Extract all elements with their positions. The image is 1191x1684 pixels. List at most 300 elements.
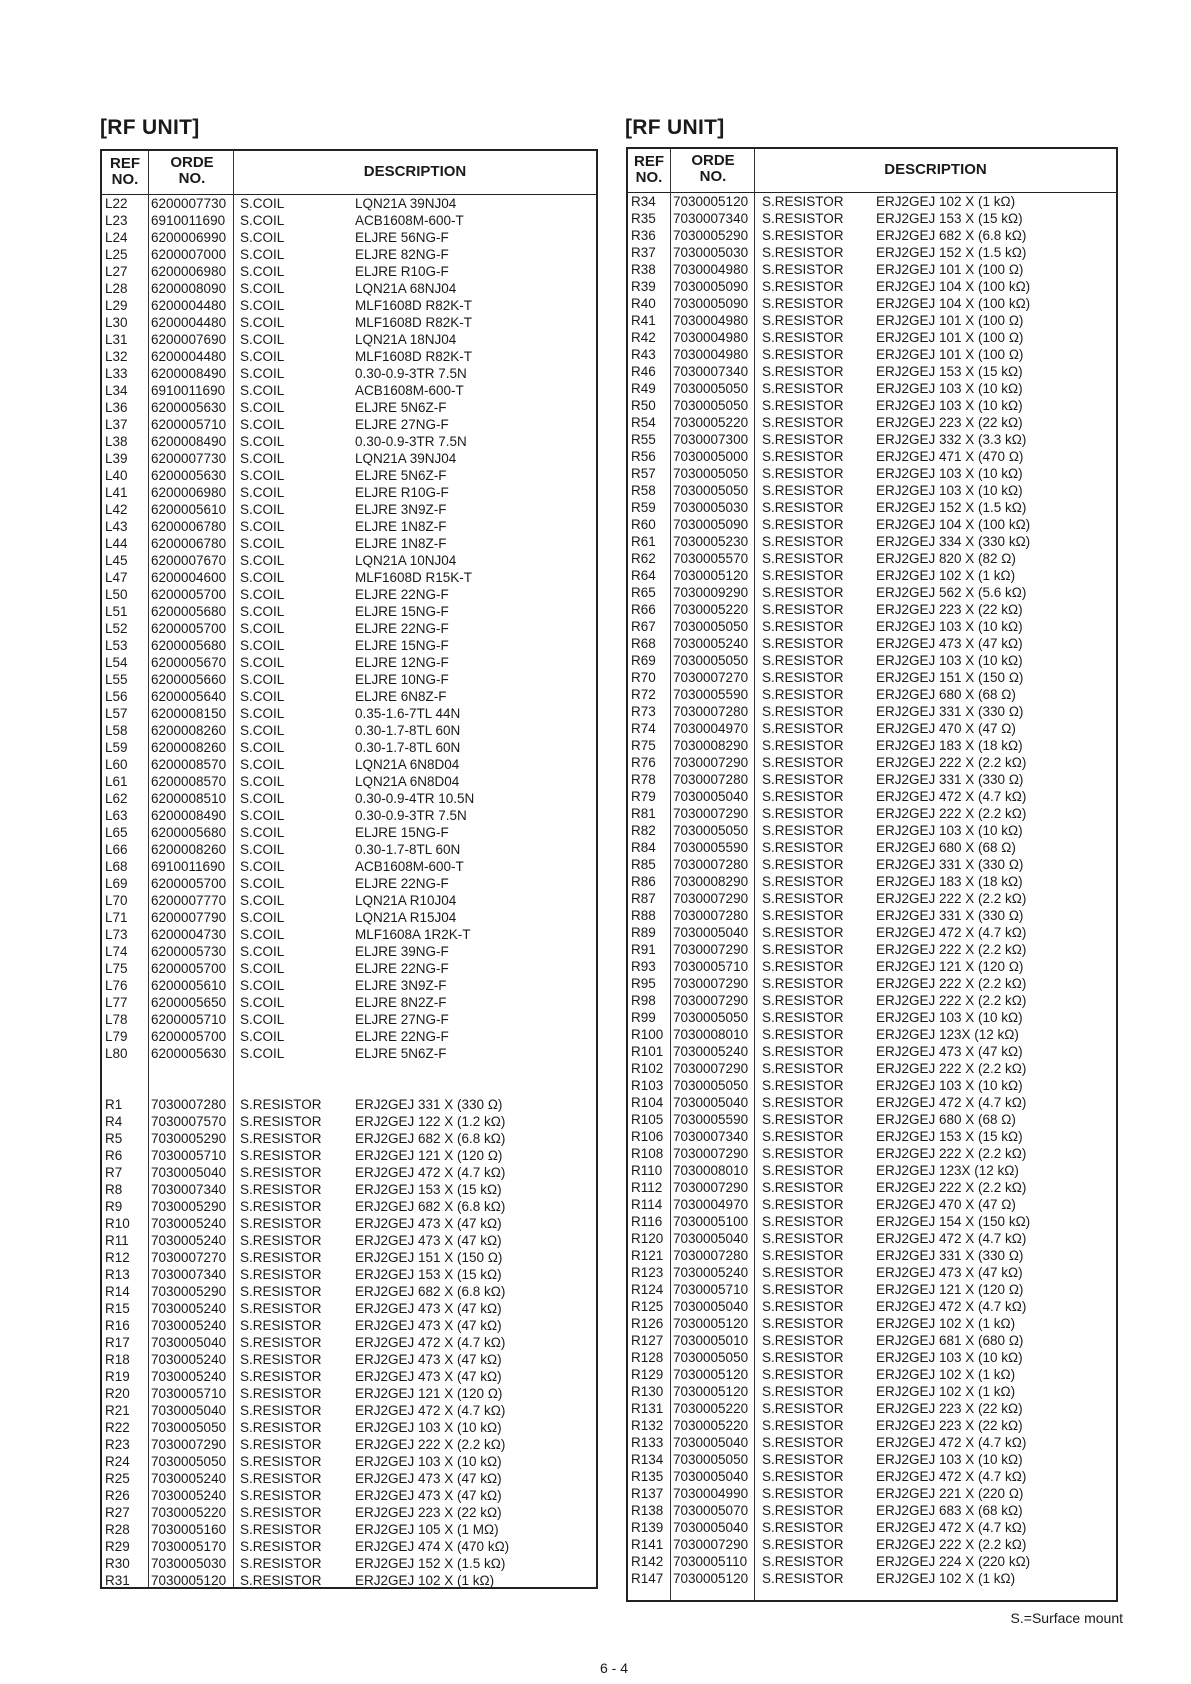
part-type: S.RESISTOR	[762, 1520, 844, 1535]
table-row	[102, 1402, 596, 1419]
part-type: S.RESISTOR	[762, 1367, 844, 1382]
ref-no: R132	[631, 1418, 664, 1433]
part-type: S.RESISTOR	[762, 1554, 844, 1569]
part-spec: LQN21A 39NJ04	[355, 196, 457, 211]
part-spec: ERJ2GEJ 681 X (680 Ω)	[876, 1333, 1024, 1348]
part-type: S.RESISTOR	[762, 347, 844, 362]
part-spec: LQN21A 6N8D04	[355, 757, 460, 772]
order-no: 7030007290	[673, 1061, 749, 1076]
order-no: 6200006990	[151, 230, 227, 245]
ref-no: R19	[105, 1369, 130, 1384]
part-spec: ELJRE 3N9Z-F	[355, 502, 447, 517]
part-spec: ELJRE 22NG-F	[355, 1029, 449, 1044]
table-row	[628, 941, 1116, 958]
order-no: 6200005660	[151, 672, 227, 687]
ref-no: L38	[105, 434, 128, 449]
table-row	[628, 788, 1116, 805]
part-type: S.RESISTOR	[762, 721, 844, 736]
table-row	[102, 280, 596, 297]
order-no: 7030005070	[673, 1503, 749, 1518]
part-spec: ERJ2GEJ 103 X (10 kΩ)	[876, 483, 1023, 498]
order-no: 6200008490	[151, 808, 227, 823]
table-row	[102, 365, 596, 382]
ref-no: R125	[631, 1299, 664, 1314]
order-no: 7030009290	[673, 585, 749, 600]
left-section-title: [RF UNIT]	[100, 116, 200, 139]
ref-no: R104	[631, 1095, 664, 1110]
part-type: S.RESISTOR	[762, 245, 844, 260]
part-spec: ERJ2GEJ 101 X (100 Ω)	[876, 313, 1024, 328]
order-no: 6200008510	[151, 791, 227, 806]
ref-no: R81	[631, 806, 656, 821]
part-spec: ERJ2GEJ 153 X (15 kΩ)	[876, 1129, 1023, 1144]
part-type: S.COIL	[240, 995, 285, 1010]
part-type: S.RESISTOR	[762, 1401, 844, 1416]
order-no: 7030005040	[151, 1335, 227, 1350]
order-no: 6200005700	[151, 621, 227, 636]
table-row	[628, 261, 1116, 278]
part-spec: ELJRE 39NG-F	[355, 944, 449, 959]
ref-no: L52	[105, 621, 128, 636]
part-spec: ERJ2GEJ 121 X (120 Ω)	[355, 1386, 503, 1401]
part-spec: ELJRE 27NG-F	[355, 1012, 449, 1027]
table-row	[102, 1096, 596, 1113]
table-row	[102, 756, 596, 773]
ref-no: L39	[105, 451, 128, 466]
ref-no: R1	[105, 1097, 123, 1112]
part-type: S.RESISTOR	[240, 1301, 322, 1316]
part-type: S.RESISTOR	[762, 483, 844, 498]
part-type: S.COIL	[240, 638, 285, 653]
ref-no: R4	[105, 1114, 123, 1129]
table-row	[102, 807, 596, 824]
part-type: S.RESISTOR	[762, 891, 844, 906]
order-no: 7030005050	[673, 653, 749, 668]
table-row	[628, 618, 1116, 635]
part-type: S.RESISTOR	[762, 1010, 844, 1025]
ref-no: L45	[105, 553, 128, 568]
table-row	[102, 1317, 596, 1334]
part-spec: ERJ2GEJ 152 X (1.5 kΩ)	[876, 245, 1027, 260]
part-type: S.RESISTOR	[762, 449, 844, 464]
order-no: 7030008290	[673, 874, 749, 889]
table-row	[102, 1232, 596, 1249]
order-no: 7030007570	[151, 1114, 227, 1129]
table-row	[102, 739, 596, 756]
order-no: 6200007730	[151, 196, 227, 211]
part-type: S.COIL	[240, 587, 285, 602]
order-no: 7030005120	[673, 568, 749, 583]
part-type: S.COIL	[240, 1046, 285, 1061]
ref-no: R43	[631, 347, 656, 362]
part-spec: ERJ2GEJ 153 X (15 kΩ)	[355, 1182, 502, 1197]
order-no: 7030004970	[673, 1197, 749, 1212]
order-no: 7030004980	[673, 313, 749, 328]
part-type: S.COIL	[240, 264, 285, 279]
part-spec: ERJ2GEJ 222 X (2.2 kΩ)	[355, 1437, 506, 1452]
part-type: S.RESISTOR	[240, 1182, 322, 1197]
part-type: S.RESISTOR	[240, 1114, 322, 1129]
part-spec: ERJ2GEJ 682 X (6.8 kΩ)	[355, 1131, 506, 1146]
ref-no: R58	[631, 483, 656, 498]
part-spec: ELJRE 15NG-F	[355, 825, 449, 840]
ref-no: R6	[105, 1148, 123, 1163]
part-type: S.RESISTOR	[240, 1420, 322, 1435]
part-type: S.RESISTOR	[240, 1522, 322, 1537]
right-section-title: [RF UNIT]	[625, 116, 725, 139]
ref-no: L76	[105, 978, 128, 993]
part-type: S.COIL	[240, 196, 285, 211]
part-type: S.RESISTOR	[240, 1573, 322, 1588]
part-type: S.RESISTOR	[762, 1435, 844, 1450]
order-no: 7030007290	[673, 993, 749, 1008]
part-type: S.RESISTOR	[762, 619, 844, 634]
table-row	[102, 1436, 596, 1453]
order-no: 6200005680	[151, 604, 227, 619]
ref-no: R17	[105, 1335, 130, 1350]
table-row	[628, 1315, 1116, 1332]
part-spec: 0.35-1.6-7TL 44N	[355, 706, 461, 721]
ref-no: R54	[631, 415, 656, 430]
part-spec: ERJ2GEJ 474 X (470 kΩ)	[355, 1539, 510, 1554]
order-no: 6200008090	[151, 281, 227, 296]
part-spec: ERJ2GEJ 122 X (1.2 kΩ)	[355, 1114, 506, 1129]
ref-no: L75	[105, 961, 128, 976]
table-row	[102, 824, 596, 841]
part-spec: LQN21A R15J04	[355, 910, 457, 925]
part-type: S.RESISTOR	[240, 1539, 322, 1554]
part-spec: ERJ2GEJ 472 X (4.7 kΩ)	[876, 789, 1027, 804]
part-type: S.COIL	[240, 230, 285, 245]
order-no: 7030007290	[673, 1146, 749, 1161]
ref-no: L78	[105, 1012, 128, 1027]
part-spec: ACB1608M-600-T	[355, 383, 464, 398]
part-type: S.RESISTOR	[762, 670, 844, 685]
part-type: S.RESISTOR	[762, 1333, 844, 1348]
part-type: S.COIL	[240, 570, 285, 585]
table-row	[102, 569, 596, 586]
ref-no: R74	[631, 721, 656, 736]
order-no: 7030005100	[673, 1214, 749, 1229]
part-spec: ERJ2GEJ 473 X (47 kΩ)	[355, 1488, 502, 1503]
order-no: 7030005290	[673, 228, 749, 243]
order-no: 6200008260	[151, 723, 227, 738]
order-no: 7030005570	[673, 551, 749, 566]
part-spec: ERJ2GEJ 331 X (330 Ω)	[876, 908, 1024, 923]
order-no: 6200004480	[151, 298, 227, 313]
order-no: 6200005680	[151, 638, 227, 653]
ref-no: R103	[631, 1078, 664, 1093]
order-no: 6200005650	[151, 995, 227, 1010]
part-spec: 0.30-1.7-8TL 60N	[355, 842, 461, 857]
order-no: 6200007730	[151, 451, 227, 466]
order-no: 7030005220	[673, 1401, 749, 1416]
table-header	[628, 149, 1116, 193]
order-no: 7030005590	[673, 840, 749, 855]
ref-no: L54	[105, 655, 128, 670]
part-type: S.RESISTOR	[762, 1452, 844, 1467]
ref-no: L37	[105, 417, 128, 432]
part-spec: ERJ2GEJ 473 X (47 kΩ)	[355, 1369, 502, 1384]
ref-no: R112	[631, 1180, 663, 1195]
ref-no: R14	[105, 1284, 130, 1299]
table-row	[628, 754, 1116, 771]
part-type: S.RESISTOR	[762, 1469, 844, 1484]
ref-no: L28	[105, 281, 128, 296]
part-spec: ERJ2GEJ 471 X (470 Ω)	[876, 449, 1024, 464]
order-no: 7030005120	[151, 1573, 227, 1588]
part-type: S.RESISTOR	[762, 330, 844, 345]
part-type: S.RESISTOR	[240, 1216, 322, 1231]
table-row	[628, 1111, 1116, 1128]
part-spec: ERJ2GEJ 331 X (330 Ω)	[876, 1248, 1024, 1263]
order-no: 7030004980	[673, 347, 749, 362]
part-spec: LQN21A R10J04	[355, 893, 457, 908]
order-no: 7030004980	[673, 330, 749, 345]
order-no: 7030005240	[151, 1216, 227, 1231]
table-row	[628, 1502, 1116, 1519]
part-type: S.RESISTOR	[762, 1112, 844, 1127]
part-spec: ERJ2GEJ 680 X (68 Ω)	[876, 840, 1016, 855]
part-spec: LQN21A 18NJ04	[355, 332, 457, 347]
part-spec: ELJRE 8N2Z-F	[355, 995, 447, 1010]
part-spec: ERJ2GEJ 103 X (10 kΩ)	[355, 1454, 502, 1469]
table-row	[628, 482, 1116, 499]
ref-no: L77	[105, 995, 128, 1010]
ref-no: R76	[631, 755, 656, 770]
table-row	[628, 1349, 1116, 1366]
part-type: S.RESISTOR	[762, 1384, 844, 1399]
part-spec: ERJ2GEJ 473 X (47 kΩ)	[355, 1471, 502, 1486]
part-type: S.COIL	[240, 876, 285, 891]
page-number: 6 - 4	[600, 1660, 629, 1676]
table-header	[102, 151, 596, 195]
order-no: 7030007280	[151, 1097, 227, 1112]
order-no: 6200004600	[151, 570, 227, 585]
order-no: 7030005050	[673, 619, 749, 634]
order-no: 7030005240	[673, 1265, 749, 1280]
table-row	[102, 450, 596, 467]
part-type: S.RESISTOR	[240, 1369, 322, 1384]
ref-no: R64	[631, 568, 656, 583]
part-type: S.RESISTOR	[240, 1233, 322, 1248]
part-type: S.RESISTOR	[762, 925, 844, 940]
order-no: 7030005110	[673, 1554, 748, 1569]
table-row	[628, 448, 1116, 465]
part-type: S.RESISTOR	[762, 296, 844, 311]
table-row	[628, 465, 1116, 482]
order-no: 7030005050	[151, 1420, 227, 1435]
order-no: 7030007340	[151, 1267, 227, 1282]
order-no: 6200005700	[151, 1029, 227, 1044]
ref-no: R110	[631, 1163, 663, 1178]
table-row	[102, 331, 596, 348]
part-type: S.COIL	[240, 247, 285, 262]
part-type: S.COIL	[240, 468, 285, 483]
footnote: S.=Surface mount	[1010, 1610, 1123, 1626]
order-no: 7030005040	[673, 1299, 749, 1314]
ref-no: R102	[631, 1061, 664, 1076]
part-spec: ERJ2GEJ 103 X (10 kΩ)	[876, 398, 1023, 413]
table-row	[102, 875, 596, 892]
table-row	[102, 637, 596, 654]
table-row	[102, 1368, 596, 1385]
part-type: S.COIL	[240, 689, 285, 704]
table-row	[102, 518, 596, 535]
table-row	[102, 348, 596, 365]
part-spec: ERJ2GEJ 101 X (100 Ω)	[876, 347, 1024, 362]
part-spec: ERJ2GEJ 473 X (47 kΩ)	[355, 1233, 502, 1248]
part-type: S.RESISTOR	[240, 1131, 322, 1146]
table-row	[102, 535, 596, 552]
table-row	[628, 873, 1116, 890]
ref-no: R131	[631, 1401, 664, 1416]
table-row	[102, 1419, 596, 1436]
table-row-blank	[102, 1079, 596, 1096]
order-no: 6200007770	[151, 893, 227, 908]
table-row	[102, 297, 596, 314]
table-row	[628, 1196, 1116, 1213]
ref-no: R70	[631, 670, 656, 685]
table-row	[102, 1215, 596, 1232]
part-spec: ERJ2GEJ 473 X (47 kΩ)	[355, 1301, 502, 1316]
table-row	[102, 1113, 596, 1130]
order-no: 7030005050	[673, 1350, 749, 1365]
order-no: 7030005710	[151, 1386, 227, 1401]
table-row	[102, 399, 596, 416]
part-type: S.COIL	[240, 774, 285, 789]
part-type: S.RESISTOR	[762, 568, 844, 583]
table-row	[628, 1417, 1116, 1434]
order-no: 7030005040	[673, 789, 749, 804]
part-type: S.RESISTOR	[762, 1027, 844, 1042]
order-no: 7030005050	[151, 1454, 227, 1469]
part-type: S.RESISTOR	[762, 381, 844, 396]
order-no: 7030005590	[673, 687, 749, 702]
order-no: 7030005040	[673, 925, 749, 940]
part-spec: ERJ2GEJ 473 X (47 kΩ)	[876, 1265, 1023, 1280]
table-row	[628, 737, 1116, 754]
order-no: 7030004970	[673, 721, 749, 736]
ref-no: R46	[631, 364, 656, 379]
order-no: 7030005290	[151, 1131, 227, 1146]
part-type: S.RESISTOR	[762, 500, 844, 515]
part-spec: ERJ2GEJ 151 X (150 Ω)	[876, 670, 1024, 685]
ref-no: L31	[105, 332, 128, 347]
order-no: 6200005680	[151, 825, 227, 840]
order-no: 7030005090	[673, 279, 749, 294]
table-row	[628, 1383, 1116, 1400]
part-spec: ERJ2GEJ 222 X (2.2 kΩ)	[876, 942, 1027, 957]
part-type: S.COIL	[240, 978, 285, 993]
part-spec: ELJRE 6N8Z-F	[355, 689, 447, 704]
table-row	[628, 686, 1116, 703]
part-type: S.RESISTOR	[240, 1454, 322, 1469]
order-no: 7030005220	[673, 415, 749, 430]
order-no: 7030005040	[673, 1231, 749, 1246]
part-spec: LQN21A 6N8D04	[355, 774, 460, 789]
part-type: S.COIL	[240, 621, 285, 636]
part-type: S.COIL	[240, 400, 285, 415]
part-spec: ERJ2GEJ 472 X (4.7 kΩ)	[876, 1299, 1027, 1314]
part-type: S.RESISTOR	[240, 1199, 322, 1214]
part-type: S.COIL	[240, 859, 285, 874]
ref-no: R98	[631, 993, 656, 1008]
order-no: 6200007670	[151, 553, 227, 568]
table-row	[628, 1043, 1116, 1060]
order-no: 7030005590	[673, 1112, 749, 1127]
order-no: 7030005120	[673, 1367, 749, 1382]
order-no: 6200008490	[151, 434, 227, 449]
table-row	[102, 1538, 596, 1555]
order-no: 7030007270	[151, 1250, 227, 1265]
ref-no: R84	[631, 840, 656, 855]
order-no: 6200007000	[151, 247, 227, 262]
ref-no: R29	[105, 1539, 130, 1554]
ref-no: R7	[105, 1165, 123, 1180]
order-no: 6200005730	[151, 944, 227, 959]
part-spec: ERJ2GEJ 103 X (10 kΩ)	[876, 1452, 1023, 1467]
ref-no: R100	[631, 1027, 664, 1042]
part-type: S.COIL	[240, 485, 285, 500]
part-type: S.RESISTOR	[762, 942, 844, 957]
ref-no: L58	[105, 723, 128, 738]
ref-no: L33	[105, 366, 128, 381]
part-type: S.COIL	[240, 366, 285, 381]
ref-no: L73	[105, 927, 128, 942]
part-spec: ERJ2GEJ 104 X (100 kΩ)	[876, 279, 1031, 294]
table-row	[102, 841, 596, 858]
ref-no: R139	[631, 1520, 664, 1535]
part-spec: ELJRE R10G-F	[355, 485, 449, 500]
table-row	[628, 1281, 1116, 1298]
table-row	[628, 635, 1116, 652]
part-type: S.COIL	[240, 315, 285, 330]
ref-no: L74	[105, 944, 128, 959]
ref-no: R147	[631, 1571, 664, 1586]
ref-no: L47	[105, 570, 128, 585]
part-type: S.COIL	[240, 332, 285, 347]
table-row	[628, 1485, 1116, 1502]
part-spec: ERJ2GEJ 183 X (18 kΩ)	[876, 874, 1023, 889]
ref-no: R20	[105, 1386, 130, 1401]
table-row	[102, 1453, 596, 1470]
part-type: S.RESISTOR	[762, 687, 844, 702]
part-spec: MLF1608D R82K-T	[355, 298, 473, 313]
part-type: S.RESISTOR	[762, 1248, 844, 1263]
part-type: S.RESISTOR	[240, 1352, 322, 1367]
part-spec: ERJ2GEJ 562 X (5.6 kΩ)	[876, 585, 1027, 600]
order-no: 7030007290	[673, 891, 749, 906]
part-spec: ERJ2GEJ 472 X (4.7 kΩ)	[355, 1403, 506, 1418]
part-spec: ERJ2GEJ 472 X (4.7 kΩ)	[876, 1469, 1027, 1484]
order-no: 7030005220	[673, 1418, 749, 1433]
table-row	[628, 346, 1116, 363]
ref-no: L80	[105, 1046, 128, 1061]
parts-table-left	[100, 149, 598, 1589]
order-no: 7030005040	[673, 1095, 749, 1110]
part-type: S.RESISTOR	[762, 976, 844, 991]
ref-no: R56	[631, 449, 656, 464]
part-type: S.RESISTOR	[762, 364, 844, 379]
part-type: S.RESISTOR	[762, 1537, 844, 1552]
table-row	[628, 431, 1116, 448]
part-spec: LQN21A 39NJ04	[355, 451, 457, 466]
ref-no: R66	[631, 602, 656, 617]
part-type: S.RESISTOR	[762, 1282, 844, 1297]
order-no: 7030007290	[673, 976, 749, 991]
ref-no: L30	[105, 315, 128, 330]
